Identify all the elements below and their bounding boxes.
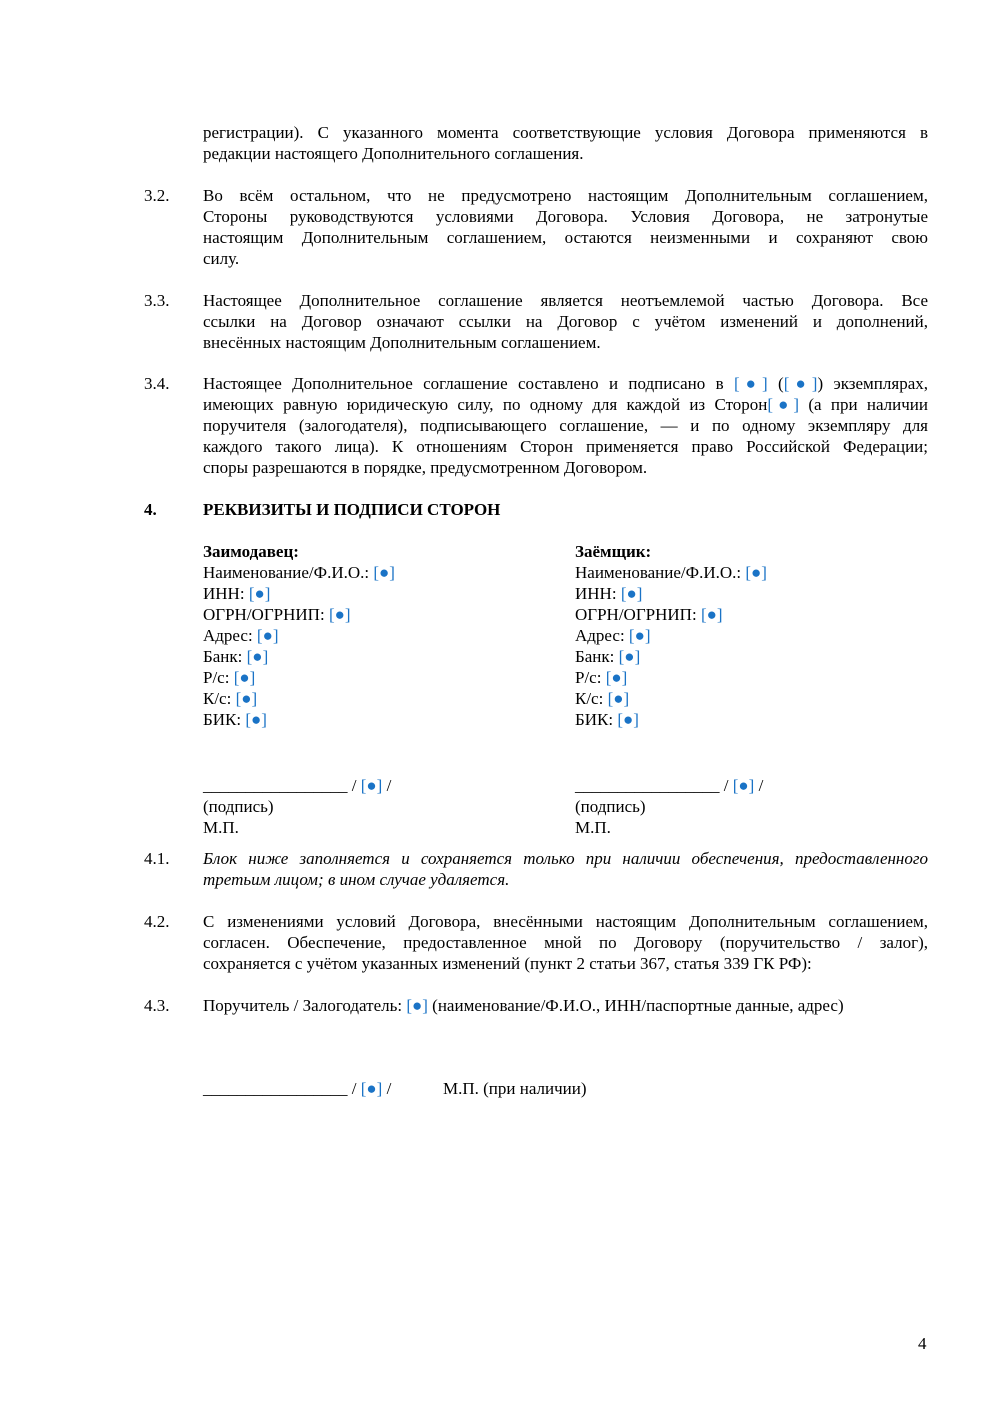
borrower-stamp-label: М.П. — [575, 818, 611, 837]
clause-4-3 — [203, 995, 928, 1016]
clause-4-1 — [203, 848, 928, 890]
field-label: Адрес: — [575, 626, 629, 645]
guarantor-signature-line — [203, 1078, 391, 1099]
placeholder-lender-corr-account[interactable]: [●] — [235, 689, 258, 708]
field-label: К/с: — [203, 689, 236, 708]
lender-field-address — [203, 625, 395, 646]
clause-number-4-2: 4.2. — [144, 912, 170, 931]
field-label: ОГРН/ОГРНИП: — [203, 605, 329, 624]
borrower-signature-block — [575, 775, 763, 838]
clause-3-2-line-3: настоящим Дополнительным соглашением, остаются неизменными и сохраняют свою — [203, 228, 928, 247]
section-number-4: 4. — [144, 500, 157, 519]
placeholder-lender-bik[interactable]: [●] — [245, 710, 267, 729]
placeholder-lender-inn[interactable]: [●] — [248, 584, 271, 603]
field-label: Р/с: — [203, 668, 234, 687]
lender-details — [203, 541, 395, 730]
clause-number-4-3: 4.3. — [144, 996, 170, 1015]
placeholder-copies-number[interactable]: [●] — [733, 374, 768, 393]
lender-signature-block — [203, 775, 391, 838]
lender-title: Заимодавец: — [203, 542, 299, 561]
placeholder-parties-note[interactable]: [●] — [767, 395, 800, 414]
borrower-field-address — [575, 625, 767, 646]
placeholder-guarantor[interactable]: [●] — [406, 996, 428, 1015]
field-label: Банк: — [575, 647, 619, 666]
placeholder-lender-address[interactable]: [●] — [256, 626, 279, 645]
guarantor-stamp-label: М.П. (при наличии) — [443, 1079, 587, 1098]
placeholder-borrower-bank[interactable]: [●] — [618, 647, 641, 666]
lender-signature-line — [203, 775, 391, 796]
lender-field-bank — [203, 646, 395, 667]
clause-3-2-line-4: силу. — [203, 249, 240, 268]
lender-field-inn — [203, 583, 395, 604]
placeholder-borrower-address[interactable]: [●] — [628, 626, 651, 645]
clause-3-3-line-1: Настоящее Дополнительное соглашение является неотъемлемой частью Договора. Все — [203, 291, 928, 310]
field-label: Адрес: — [203, 626, 257, 645]
clause-3-4-text-d: имеющих равную юридическую силу, по одному для каждой из Сторон — [203, 395, 768, 414]
clause-4-1-line-2: третьим лицом; в ином случае удаляется. — [203, 870, 510, 889]
placeholder-borrower-account[interactable]: [●] — [605, 668, 628, 687]
clause-3-4-text-a: Настоящее Дополнительное соглашение составлено и подписано в — [203, 374, 734, 393]
clause-3-2 — [203, 185, 928, 269]
clause-4-3-label: Поручитель / Залогодатель: — [203, 996, 407, 1015]
placeholder-lender-signer[interactable]: [●] — [360, 776, 383, 795]
field-label: Р/с: — [575, 668, 606, 687]
lender-field-name — [203, 562, 395, 583]
intro-line-2: редакции настоящего Дополнительного соглашения. — [203, 144, 584, 163]
borrower-field-name — [575, 562, 767, 583]
lender-stamp-label: М.П. — [203, 818, 239, 837]
borrower-details — [575, 541, 767, 730]
lender-field-bik — [203, 709, 395, 730]
placeholder-lender-bank[interactable]: [●] — [246, 647, 269, 666]
borrower-signature-line — [575, 775, 763, 796]
field-label: БИК: — [203, 710, 246, 729]
signature-slash: / — [382, 776, 392, 795]
signature-slash: / — [754, 776, 764, 795]
clause-3-4-line-1 — [203, 373, 928, 394]
placeholder-borrower-corr-account[interactable]: [●] — [607, 689, 630, 708]
clause-3-4-text-e: (а при наличии — [799, 395, 928, 414]
clause-3-2-line-2: Стороны руководствуются условиями Договора. Условия Договора, не затронутые — [203, 207, 928, 226]
field-label: БИК: — [575, 710, 618, 729]
borrower-field-inn — [575, 583, 767, 604]
borrower-field-bank — [575, 646, 767, 667]
field-label: Наименование/Ф.И.О.: — [203, 563, 374, 582]
lender-signature-label: (подпись) — [203, 797, 274, 816]
clause-4-3-hint: (наименование/Ф.И.О., ИНН/паспортные данные, адрес) — [427, 996, 844, 1015]
clause-3-4-text-b: ( — [767, 374, 784, 393]
clause-3-4-line-5: споры разрешаются в порядке, предусмотренном Договором. — [203, 458, 648, 477]
clause-4-1-line-1: Блок ниже заполняется и сохраняется только при наличии обеспечения, предоставленного — [203, 849, 928, 868]
clause-number-3-3: 3.3. — [144, 291, 170, 310]
placeholder-borrower-bik[interactable]: [●] — [617, 710, 639, 729]
clause-3-2-line-1: Во всём остальном, что не предусмотрено настоящим Дополнительным соглашением, — [203, 186, 928, 205]
field-label: ИНН: — [575, 584, 621, 603]
clause-3-3 — [203, 290, 928, 353]
signature-underline: _________________ / — [575, 776, 733, 795]
field-label: Банк: — [203, 647, 247, 666]
clause-4-2-line-2: согласен. Обеспечение, предоставленное мной по Договору (поручительство / залог), — [203, 933, 928, 952]
placeholder-borrower-signer[interactable]: [●] — [732, 776, 755, 795]
placeholder-borrower-name[interactable]: [●] — [745, 563, 767, 582]
placeholder-lender-name[interactable]: [●] — [373, 563, 395, 582]
field-label: Наименование/Ф.И.О.: — [575, 563, 746, 582]
placeholder-borrower-inn[interactable]: [●] — [620, 584, 643, 603]
field-label: К/с: — [575, 689, 608, 708]
borrower-field-corr-account — [575, 688, 767, 709]
placeholder-lender-ogrn[interactable]: [●] — [328, 605, 351, 624]
field-label: ОГРН/ОГРНИП: — [575, 605, 701, 624]
clause-3-3-line-3: внесённых настоящим Дополнительным соглашением. — [203, 333, 601, 352]
clause-3-4-line-4: каждого такого лица). К отношениям Сторон применяется право Российской Федерации; — [203, 437, 928, 456]
clause-3-4 — [203, 373, 928, 478]
clause-number-4-1: 4.1. — [144, 849, 170, 868]
clause-4-2-line-3: сохраняется с учётом указанных изменений (пункт 2 статьи 367, статья 339 ГК РФ): — [203, 954, 812, 973]
field-label: ИНН: — [203, 584, 249, 603]
borrower-signature-label: (подпись) — [575, 797, 646, 816]
clause-3-3-line-2: ссылки на Договор означают ссылки на Договор с учётом изменений и дополнений, — [203, 312, 928, 331]
clause-4-2 — [203, 911, 928, 974]
lender-field-ogrn — [203, 604, 395, 625]
intro-paragraph — [203, 122, 928, 164]
placeholder-borrower-ogrn[interactable]: [●] — [700, 605, 723, 624]
clause-3-4-text-c: ) экземплярах, — [817, 374, 929, 393]
page-number: 4 — [918, 1334, 927, 1353]
borrower-field-ogrn — [575, 604, 767, 625]
clause-3-4-line-2 — [203, 394, 928, 415]
placeholder-guarantor-signer[interactable]: [●] — [360, 1079, 383, 1098]
clause-number-3-4: 3.4. — [144, 374, 170, 393]
clause-3-4-line-3: поручителя (залогодателя), подписывающего соглашение, — и по одному экземпляру для — [203, 416, 928, 435]
placeholder-copies-words[interactable]: [●] — [783, 374, 818, 393]
placeholder-lender-account[interactable]: [●] — [233, 668, 256, 687]
borrower-field-account — [575, 667, 767, 688]
lender-field-account — [203, 667, 395, 688]
borrower-field-bik — [575, 709, 767, 730]
clause-4-2-line-1: С изменениями условий Договора, внесёнными настоящим Дополнительным соглашением, — [203, 912, 928, 931]
signature-underline: _________________ / — [203, 1079, 361, 1098]
section-4-title: РЕКВИЗИТЫ И ПОДПИСИ СТОРОН — [203, 500, 501, 519]
clause-number-3-2: 3.2. — [144, 186, 170, 205]
signature-underline: _________________ / — [203, 776, 361, 795]
lender-field-corr-account — [203, 688, 395, 709]
intro-line-1: регистрации). С указанного момента соответствующие условия Договора применяются в — [203, 123, 928, 142]
signature-slash: / — [382, 1079, 392, 1098]
borrower-title: Заёмщик: — [575, 542, 652, 561]
